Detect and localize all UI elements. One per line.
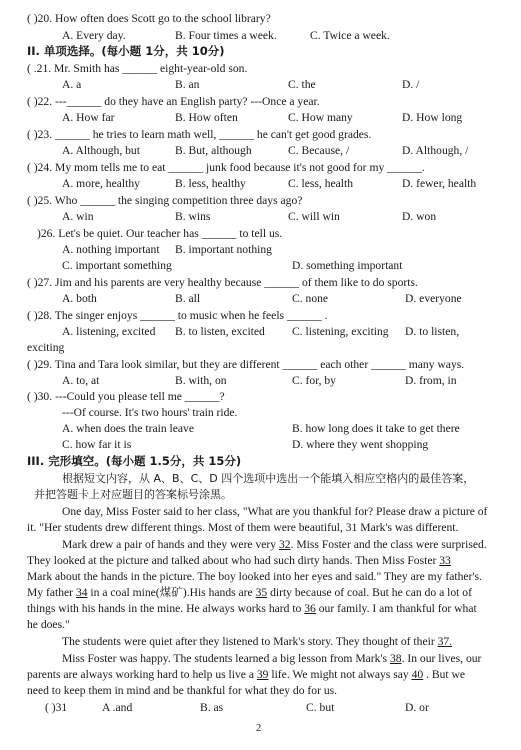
q31-stem: ( )31 [45, 701, 68, 714]
q25-option-c: C. will win [288, 210, 340, 223]
blank-35: 35 [255, 586, 268, 599]
q30-option-b: B. how long does it take to get there [292, 422, 460, 435]
q28-option-b: B. to listen, excited [175, 325, 265, 338]
section-2-heading: II. 单项选择。(每小题 1分，共 10分) [27, 44, 225, 58]
passage-line-10: Miss Foster was happy. The students learned a big lesson from Mark's 38. In our lives, our [62, 652, 482, 665]
q23-option-a: A. Although, but [62, 144, 140, 157]
blank-36: 36 [304, 602, 316, 615]
q21-option-c: C. the [288, 78, 316, 91]
q23-option-c: C. Because, / [288, 144, 350, 157]
q31-option-d: D. or [405, 701, 429, 714]
q27-stem: ( )27. Jim and his parents are very healthy because ______ of them like to do sports. [27, 276, 418, 289]
q31-option-a: A .and [102, 701, 133, 714]
q24-option-c: C. less, health [288, 177, 354, 190]
q30-option-a: A. when does the train leave [62, 422, 194, 435]
q30-stem: ( )30. ---Could you please tell me ______? [27, 390, 225, 403]
q23-stem: ( )23. ______ he tries to learn math well, ______ he can't get good grades. [27, 128, 372, 141]
q28-option-c: C. listening, exciting [292, 325, 389, 338]
q24-option-b: B. less, healthy [175, 177, 246, 190]
passage-line-6: My father 34 in a coal mine(煤矿).His hands are 35 dirty because of coal. But he can do a lot of [27, 586, 472, 599]
passage-line-1: One day, Miss Foster said to her class, "What are you thankful for? Please draw a picture of [62, 505, 488, 518]
q31-option-b: B. as [200, 701, 224, 714]
q27-option-a: A. both [62, 292, 97, 305]
passage-line-5: Mark about the hands in the picture. The boy looked into her eyes and said." They are my father's. [27, 570, 482, 583]
q26-option-c: C. important something [62, 259, 172, 272]
q30-reply: ---Of course. It's two hours' train ride. [62, 406, 238, 419]
passage-line-2: it. "Her students drew different things. Most of them were beautiful, 31 Mark's was different. [27, 521, 459, 534]
q24-stem: ( )24. My mom tells me to eat ______ junk food because it's not good for my ______. [27, 161, 425, 174]
passage-line-7: things with his hands in the mine. He always works hard to 36 our family. I am thankful for what [27, 602, 477, 615]
q28-option-d-cont: exciting [27, 341, 65, 354]
q23-option-d: D. Although, / [402, 144, 469, 157]
q21-option-d: D. / [402, 78, 420, 91]
q28-option-d: D. to listen, [405, 325, 460, 338]
q25-option-b: B. wins [175, 210, 211, 223]
q29-option-b: B. with, on [175, 374, 227, 387]
q27-option-b: B. all [175, 292, 201, 305]
blank-34: 34 [75, 586, 88, 599]
q27-option-d: D. everyone [405, 292, 462, 305]
section-3-heading: III. 完形填空。(每小题 1.5分，共 15分) [27, 454, 242, 468]
q28-stem: ( )28. The singer enjoys ______ to music when he feels ______ . [27, 309, 328, 322]
q25-option-a: A. win [62, 210, 94, 223]
q25-stem: ( )25. Who ______ the singing competition three days ago? [27, 194, 303, 207]
q22-option-c: C. How many [288, 111, 353, 124]
blank-32: 32 [278, 538, 291, 551]
q26-option-d: D. something important [292, 259, 403, 272]
passage-line-9: The students were quiet after they listened to Mark's story. They thought of their 37. [62, 635, 453, 648]
q20-option-c: C. Twice a week. [310, 29, 390, 42]
passage-line-11: parents are always working hard to help us live a 39 life. We might not always say 40 . But we [27, 668, 466, 681]
passage-line-3: Mark drew a pair of hands and they were very 32. Miss Foster and the class were surprised. [62, 538, 487, 551]
q24-option-d: D. fewer, health [402, 177, 477, 190]
q26-option-b: B. important nothing [175, 243, 272, 256]
q30-option-d: D. where they went shopping [292, 438, 429, 451]
instruction-line-1: 根据短文内容，从 A、B、C、D 四个选项中选出一个能填入相应空格内的最佳答案， [62, 472, 475, 485]
q22-option-b: B. How often [175, 111, 238, 124]
q29-option-d: D. from, in [405, 374, 457, 387]
blank-37: 37. [437, 635, 453, 648]
q30-option-c: C. how far it is [62, 438, 132, 451]
q25-option-d: D. won [402, 210, 437, 223]
page-number: 2 [256, 723, 262, 734]
instruction-line-2: 并把答题卡上对应题目的答案标号涂黑。 [34, 488, 232, 501]
q29-option-c: C. for, by [292, 374, 336, 387]
q29-stem: ( )29. Tina and Tara look similar, but they are different ______ each other ______ many ways. [27, 358, 465, 371]
q26-stem: )26. Let's be quiet. Our teacher has ______ to tell us. [37, 227, 283, 240]
q27-option-c: C. none [292, 292, 329, 305]
passage-line-4: They looked at the picture and talked about who had such dirty hands. Then Miss Foster 33 [27, 554, 451, 567]
q23-option-b: B. But, although [175, 144, 252, 157]
blank-38: 38 [389, 652, 402, 665]
q29-option-a: A. to, at [62, 374, 100, 387]
passage-line-8: he does." [27, 618, 70, 631]
q21-option-b: B. an [175, 78, 200, 91]
passage-line-12: need to keep them in mind and be thankful for what they do for us. [27, 684, 338, 697]
blank-33: 33 [439, 554, 451, 567]
q21-stem: ( .21. Mr. Smith has ______ eight-year-old son. [27, 62, 248, 75]
q22-option-a: A. How far [62, 111, 115, 124]
q26-option-a: A. nothing important [62, 243, 160, 256]
q31-option-c: C. but [306, 701, 335, 714]
q20-option-b: B. Four times a week. [175, 29, 277, 42]
blank-39: 39 [256, 668, 269, 681]
q22-option-d: D. How long [402, 111, 463, 124]
blank-40: 40 [411, 668, 424, 681]
q24-option-a: A. more, healthy [62, 177, 140, 190]
q22-stem: ( )22. ---______ do they have an English party? ---Once a year. [27, 95, 320, 108]
q20-option-a: A. Every day. [62, 29, 126, 42]
q28-option-a: A. listening, excited [62, 325, 156, 338]
q21-option-a: A. a [62, 78, 82, 91]
q20-stem: ( )20. How often does Scott go to the school library? [27, 12, 271, 25]
